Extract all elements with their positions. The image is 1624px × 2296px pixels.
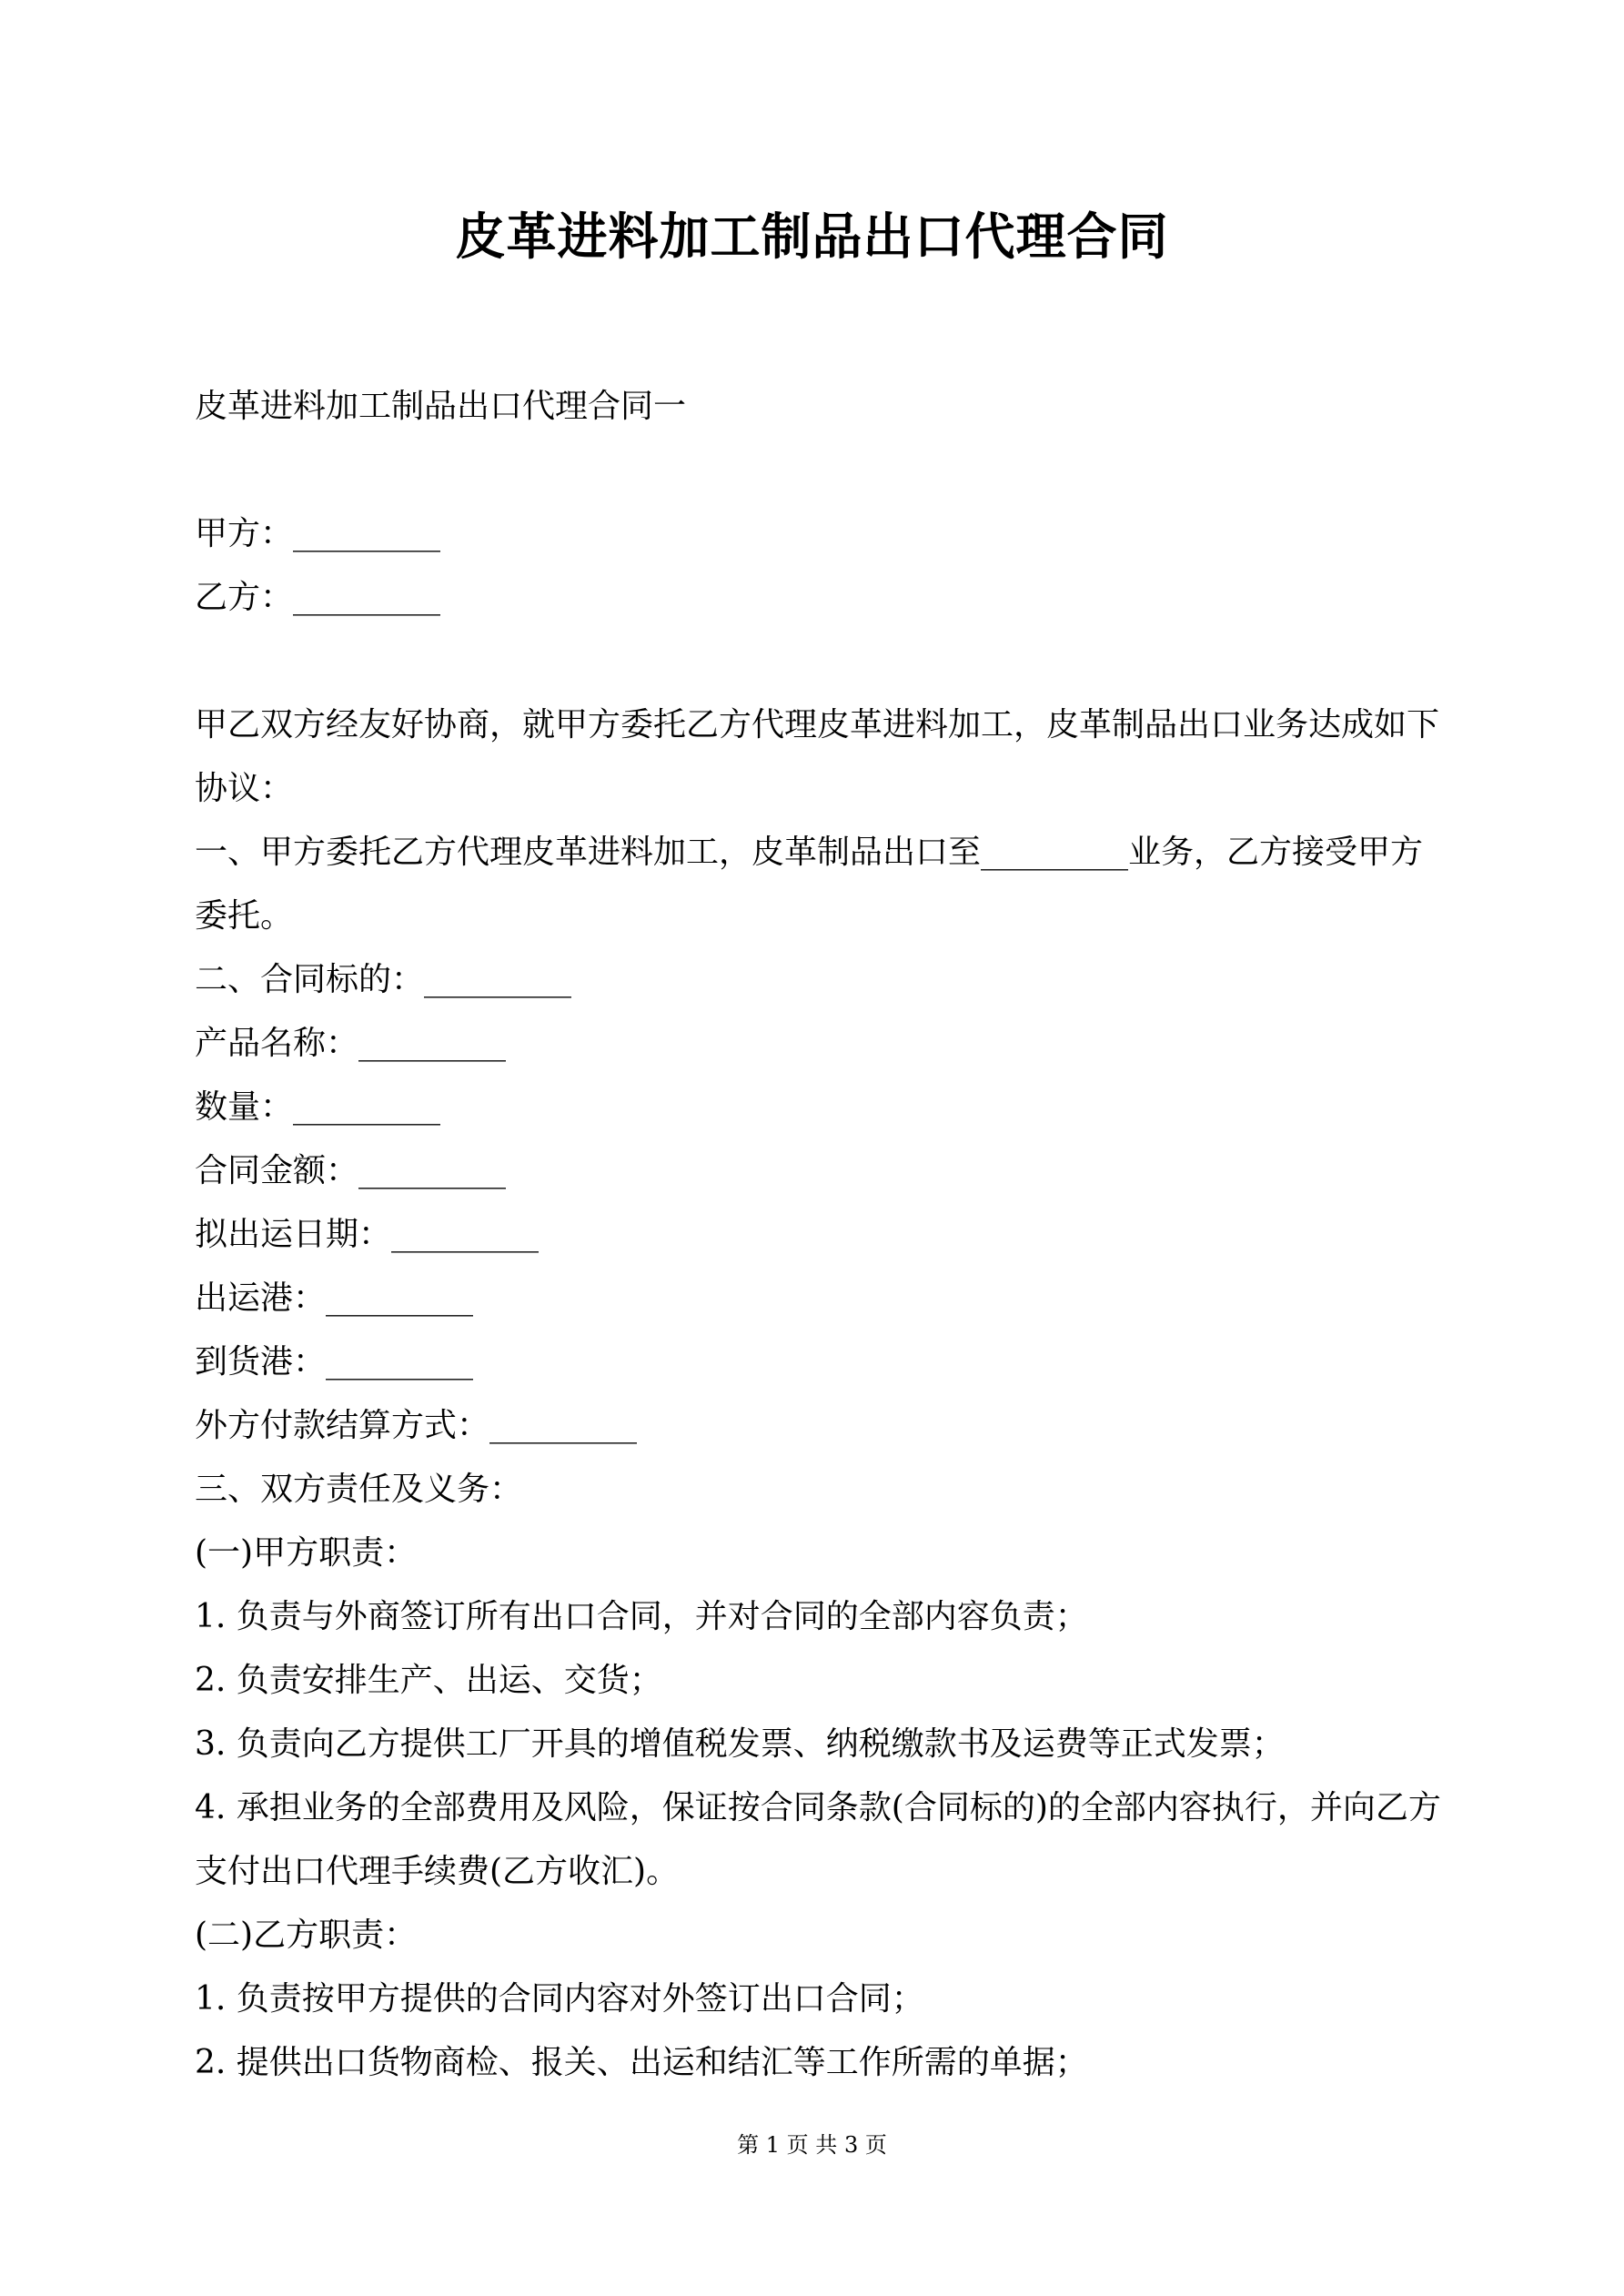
doc-line: 1. 负责按甲方提供的合同内容对外签订出口合同； [195, 1980, 924, 2018]
doc-line: (二)乙方职责： [195, 1917, 418, 1954]
doc-line: 外方付款结算方式：_________ [195, 1407, 638, 1444]
page-title: 皮革进料加工制品出口代理合同 [455, 207, 1169, 266]
page-number-footer: 第 1 页 共 3 页 [737, 2132, 887, 2158]
doc-line: 委托。 [195, 897, 294, 935]
doc-line: 二、合同标的：_________ [195, 961, 572, 998]
doc-line: 到货港：_________ [195, 1343, 474, 1381]
doc-line: 甲乙双方经友好协商，就甲方委托乙方代理皮革进料加工，皮革制品出口业务达成如下 [195, 706, 1440, 743]
doc-line: (一)甲方职责： [195, 1534, 418, 1572]
doc-line: 产品名称：_________ [195, 1025, 507, 1062]
doc-line: 1. 负责与外商签订所有出口合同，并对合同的全部内容负责； [195, 1598, 1088, 1635]
doc-line: 拟出运日期：_________ [195, 1216, 540, 1253]
doc-line [195, 630, 1432, 693]
doc-line: 乙方：_________ [195, 579, 441, 616]
doc-line: 4. 承担业务的全部费用及风险，保证按合同条款(合同标的)的全部内容执行，并向乙方 [195, 1789, 1441, 1826]
doc-line: 2. 负责安排生产、出运、交货； [195, 1662, 662, 1699]
doc-line: 数量：_________ [195, 1088, 441, 1126]
doc-line: 合同金额：_________ [195, 1152, 507, 1189]
doc-line: 协议： [195, 770, 294, 807]
doc-line: 支付出口代理手续费(乙方收汇)。 [195, 1853, 680, 1890]
doc-line: 一、甲方委托乙方代理皮革进料加工，皮革制品出口至_________业务，乙方接受甲方 [195, 834, 1424, 871]
doc-line: 三、双方责任及义务： [195, 1471, 523, 1508]
doc-line: 甲方：_________ [195, 515, 441, 552]
doc-line: 2. 提供出口货物商检、报关、出运和结汇等工作所需的单据； [195, 2044, 1088, 2081]
doc-line: 3. 负责向乙方提供工厂开具的增值税发票、纳税缴款书及运费等正式发票； [195, 1725, 1285, 1763]
doc-line [195, 439, 1432, 502]
document-body [195, 375, 1441, 2095]
doc-line: 皮革进料加工制品出口代理合同一 [195, 388, 687, 425]
doc-line: 出运港：_________ [195, 1279, 474, 1317]
